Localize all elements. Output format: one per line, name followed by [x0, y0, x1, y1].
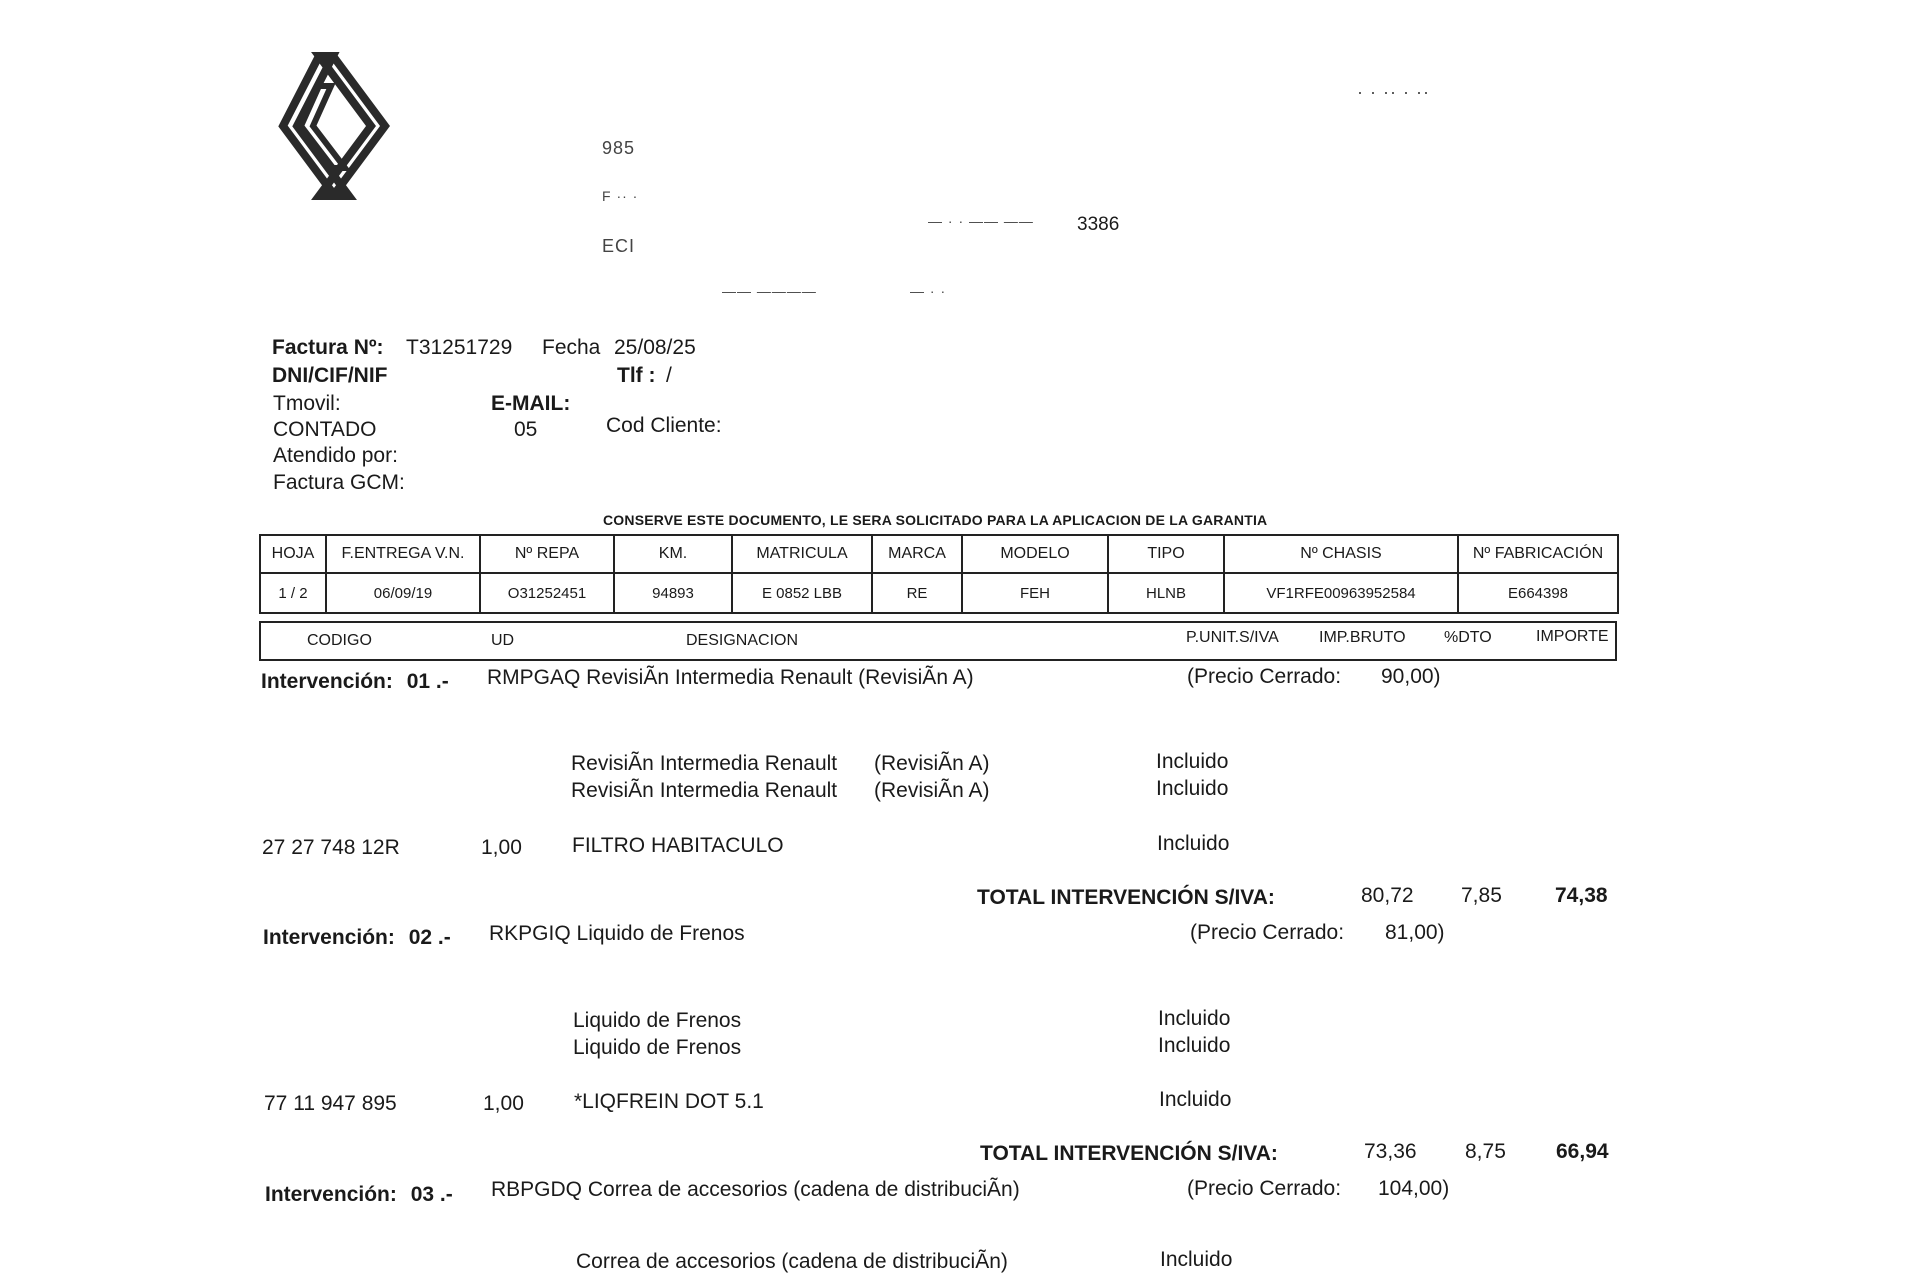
intervention-02-title: Intervención: 02 .-: [263, 926, 451, 949]
col-importe: IMPORTE: [1536, 628, 1609, 645]
intervention-03-title: Intervención: 03 .-: [265, 1183, 453, 1206]
intervention-02-precio-label: (Precio Cerrado:: [1190, 921, 1345, 944]
line-items-header: [259, 621, 1617, 661]
intervention-01-description: RMPGAQ RevisiÃn Intermedia Renault (RevisiÃn A): [487, 666, 974, 689]
vehicle-header-cell: Nº REPA: [480, 535, 614, 573]
col-designacion: DESIGNACION: [686, 632, 799, 649]
sub-line-extra: (RevisiÃn A): [874, 752, 990, 775]
vehicle-value-cell: E 0852 LBB: [732, 573, 872, 613]
vehicle-header-cell: HOJA: [260, 535, 326, 573]
part-codigo: 77 11 947 895: [264, 1092, 397, 1115]
sub-line-status: Incluido: [1158, 1007, 1231, 1030]
vehicle-value-cell: O31252451: [480, 573, 614, 613]
vehicle-header-cell: MODELO: [962, 535, 1108, 573]
intervention-03-description: RBPGDQ Correa de accesorios (cadena de distribuciÃn): [491, 1178, 1020, 1201]
tmovil-label: Tmovil:: [273, 392, 341, 415]
intervention-01-precio: 90,00): [1381, 665, 1441, 688]
total-importe: 74,38: [1555, 884, 1608, 907]
intervention-03-precio-label: (Precio Cerrado:: [1187, 1177, 1342, 1200]
vehicle-value-cell: 06/09/19: [326, 573, 480, 613]
vehicle-value-cell: 94893: [614, 573, 732, 613]
vehicle-value-cell: VF1RFE00963952584: [1224, 573, 1458, 613]
header-fragment-4: — · · —— ——: [928, 213, 1034, 229]
header-fragment-6: — · ·: [910, 283, 947, 299]
part-codigo: 27 27 748 12R: [262, 836, 400, 859]
tlf-value: /: [666, 364, 672, 387]
vehicle-header-cell: KM.: [614, 535, 732, 573]
vehicle-value-cell: FEH: [962, 573, 1108, 613]
vehicle-value-cell: 1 / 2: [260, 573, 326, 613]
cod-cliente-label: Cod Cliente:: [606, 414, 722, 437]
total-bruto: 73,36: [1364, 1140, 1417, 1163]
vehicle-header-cell: MARCA: [872, 535, 962, 573]
vehicle-header-cell: MATRICULA: [732, 535, 872, 573]
sub-line-designacion: RevisiÃn Intermedia Renault: [571, 752, 838, 775]
email-label: E-MAIL:: [491, 392, 571, 415]
dni-label: DNI/CIF/NIF: [272, 364, 388, 387]
vehicle-value-cell: HLNB: [1108, 573, 1224, 613]
total-intervention-label: TOTAL INTERVENCIÓN S/IVA:: [977, 886, 1275, 909]
intervention-01-precio-label: (Precio Cerrado:: [1187, 665, 1342, 688]
factura-number: T31251729: [406, 336, 513, 359]
intervention-02-precio: 81,00): [1385, 921, 1445, 944]
vehicle-value-cell: RE: [872, 573, 962, 613]
col-ud: UD: [491, 632, 515, 649]
vehicle-table: [259, 534, 1619, 614]
fecha-label: Fecha: [542, 336, 601, 359]
sub-line-designacion: Liquido de Frenos: [573, 1036, 742, 1059]
vehicle-header-cell: Nº CHASIS: [1224, 535, 1458, 573]
contado-value: 05: [514, 418, 538, 441]
vehicle-header-cell: TIPO: [1108, 535, 1224, 573]
atendido-label: Atendido por:: [273, 444, 398, 467]
total-importe: 66,94: [1556, 1140, 1609, 1163]
header-fragment-number: 3386: [1077, 214, 1120, 235]
sub-line-status: Incluido: [1156, 777, 1229, 800]
renault-logo-icon: [275, 50, 393, 202]
part-designacion: *LIQFREIN DOT 5.1: [574, 1090, 764, 1113]
fecha-value: 25/08/25: [614, 336, 696, 359]
col-codigo: CODIGO: [307, 632, 372, 649]
vehicle-header-cell: Nº FABRICACIÓN: [1458, 535, 1618, 573]
total-bruto: 80,72: [1361, 884, 1414, 907]
part-status: Incluido: [1159, 1088, 1232, 1111]
part-ud: 1,00: [481, 836, 522, 859]
sub-line-status: Incluido: [1158, 1034, 1231, 1057]
vehicle-value-cell: E664398: [1458, 573, 1618, 613]
col-impbruto: IMP.BRUTO: [1319, 629, 1406, 646]
gcm-label: Factura GCM:: [273, 471, 405, 494]
total-dto: 8,75: [1465, 1140, 1506, 1163]
vehicle-header-cell: F.ENTREGA V.N.: [326, 535, 480, 573]
contado-label: CONTADO: [273, 418, 377, 441]
guarantee-notice: CONSERVE ESTE DOCUMENTO, LE SERA SOLICITADO PARA LA APLICACION DE LA GARANTIA: [603, 512, 1268, 528]
header-fragment-top-right: · · ·· · ··: [1357, 82, 1430, 102]
total-dto: 7,85: [1461, 884, 1502, 907]
sub-line-designacion: RevisiÃn Intermedia Renault: [571, 779, 838, 802]
vehicle-table-value-row: [260, 573, 1618, 613]
sub-line-designacion: Correa de accesorios (cadena de distribuciÃn): [576, 1250, 1008, 1273]
part-designacion: FILTRO HABITACULO: [572, 834, 784, 857]
tlf-label: Tlf :: [617, 364, 656, 387]
sub-line-designacion: Liquido de Frenos: [573, 1009, 742, 1032]
part-status: Incluido: [1157, 832, 1230, 855]
sub-line-extra: (RevisiÃn A): [874, 779, 990, 802]
col-punit: P.UNIT.S/IVA: [1186, 629, 1279, 646]
header-fragment-2: F ·· ·: [602, 188, 639, 204]
intervention-03-precio: 104,00): [1378, 1177, 1450, 1200]
vehicle-table-header-row: [260, 535, 1618, 573]
part-ud: 1,00: [483, 1092, 524, 1115]
header-fragment-1: 985: [602, 138, 636, 158]
sub-line-status: Incluido: [1156, 750, 1229, 773]
intervention-02-description: RKPGIQ Liquido de Frenos: [489, 922, 745, 945]
header-fragment-5: —— ————: [722, 283, 817, 299]
total-intervention-label: TOTAL INTERVENCIÓN S/IVA:: [980, 1142, 1278, 1165]
intervention-01-title: Intervención: 01 .-: [261, 670, 449, 693]
header-fragment-3: ECI: [602, 236, 636, 256]
factura-label: Factura Nº:: [272, 336, 384, 359]
sub-line-status: Incluido: [1160, 1248, 1233, 1271]
col-dto: %DTO: [1444, 629, 1492, 646]
